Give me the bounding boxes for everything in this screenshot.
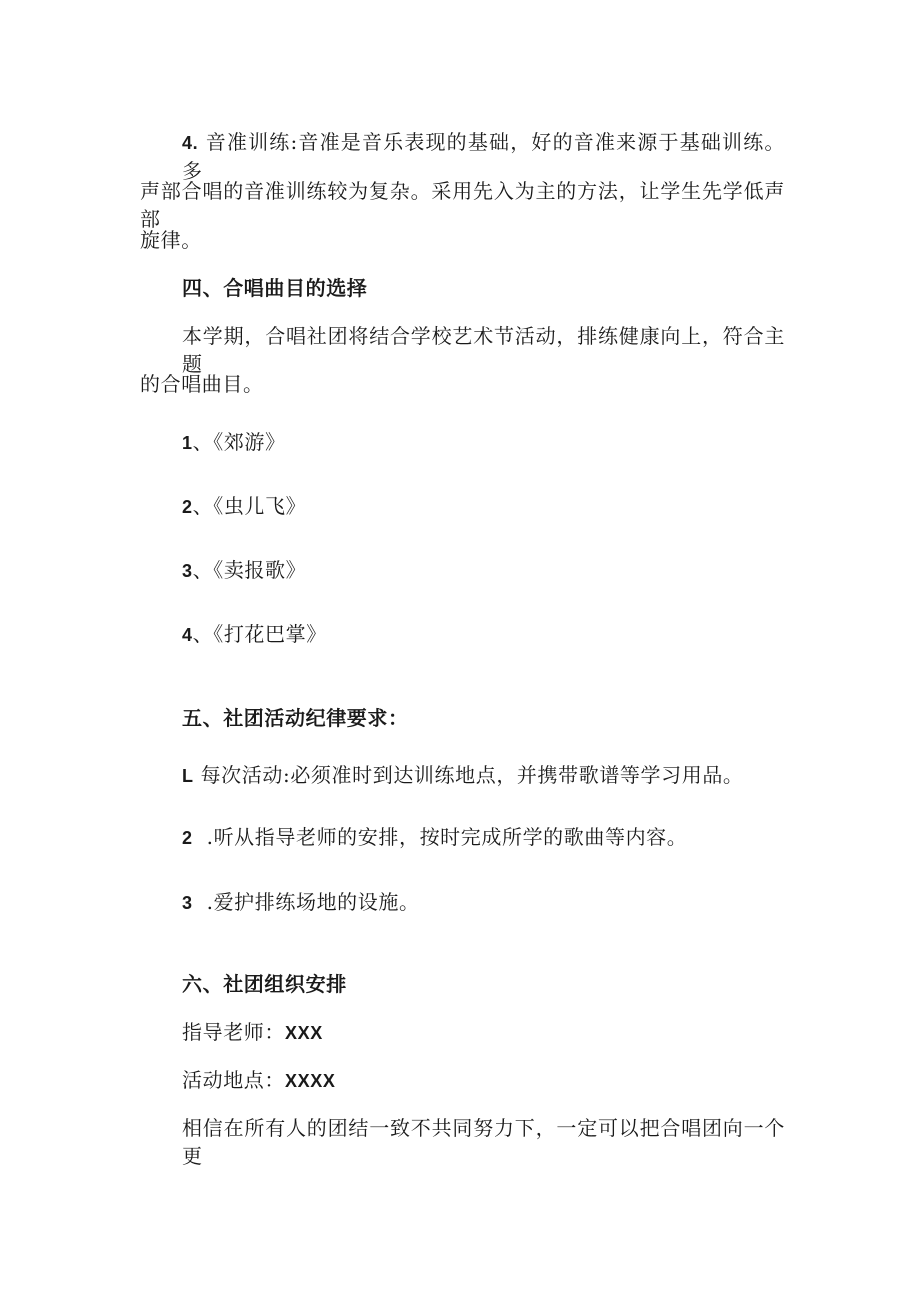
place-line	[182, 1066, 785, 1095]
song-title: 、《虫儿飞》	[192, 494, 307, 518]
song-item	[182, 428, 785, 457]
rule-text: 每次活动:必须准时到达训练地点，并携带歌谱等学习用品。	[200, 763, 744, 787]
section6-heading: 六、社团组织安排	[182, 972, 347, 996]
rule-item	[182, 761, 785, 790]
paragraph-item4-line2: 声部合唱的音准训练较为复杂。采用先入为主的方法，让学生先学低声部	[140, 179, 785, 231]
song-number: 3	[182, 561, 193, 581]
song-number: 2	[182, 497, 193, 517]
teacher-line	[182, 1018, 785, 1047]
item4-number: 4.	[182, 133, 199, 153]
song-number: 1	[182, 433, 193, 453]
place-label: 活动地点：	[182, 1068, 285, 1092]
rule-number: 2	[182, 828, 193, 848]
item4-text-line1: 音准训练:音准是音乐表现的基础，好的音准来源于基础训练。多	[182, 130, 785, 183]
song-item	[182, 620, 785, 649]
place-value: XXXX	[285, 1071, 336, 1091]
teacher-value: XXX	[285, 1023, 323, 1043]
song-title: 、《郊游》	[192, 430, 286, 454]
song-title: 、《打花巴掌》	[192, 622, 327, 646]
section4-intro-line2: 的合唱曲目。	[140, 372, 264, 396]
rule-text: .听从指导老师的安排，按时完成所学的歌曲等内容。	[206, 825, 688, 849]
rule-number: L	[182, 766, 194, 786]
section4-heading: 四、合唱曲目的选择	[182, 276, 368, 300]
teacher-label: 指导老师：	[182, 1020, 285, 1044]
rule-item	[182, 823, 785, 852]
song-number: 4	[182, 625, 193, 645]
section5-heading: 五、社团活动纪律要求：	[182, 706, 409, 730]
rule-item	[182, 888, 785, 917]
rule-text: .爱护排练场地的设施。	[206, 890, 420, 914]
song-item	[182, 492, 785, 521]
rule-number: 3	[182, 893, 193, 913]
paragraph-item4-line3: 旋律。	[140, 228, 202, 252]
closing-paragraph-line1: 相信在所有人的团结一致不共同努力下，一定可以把合唱团向一个更	[182, 1116, 785, 1168]
song-title: 、《卖报歌》	[192, 558, 307, 582]
song-item	[182, 556, 785, 585]
section4-intro-line1: 本学期，合唱社团将结合学校艺术节活动，排练健康向上，符合主题	[182, 324, 785, 376]
